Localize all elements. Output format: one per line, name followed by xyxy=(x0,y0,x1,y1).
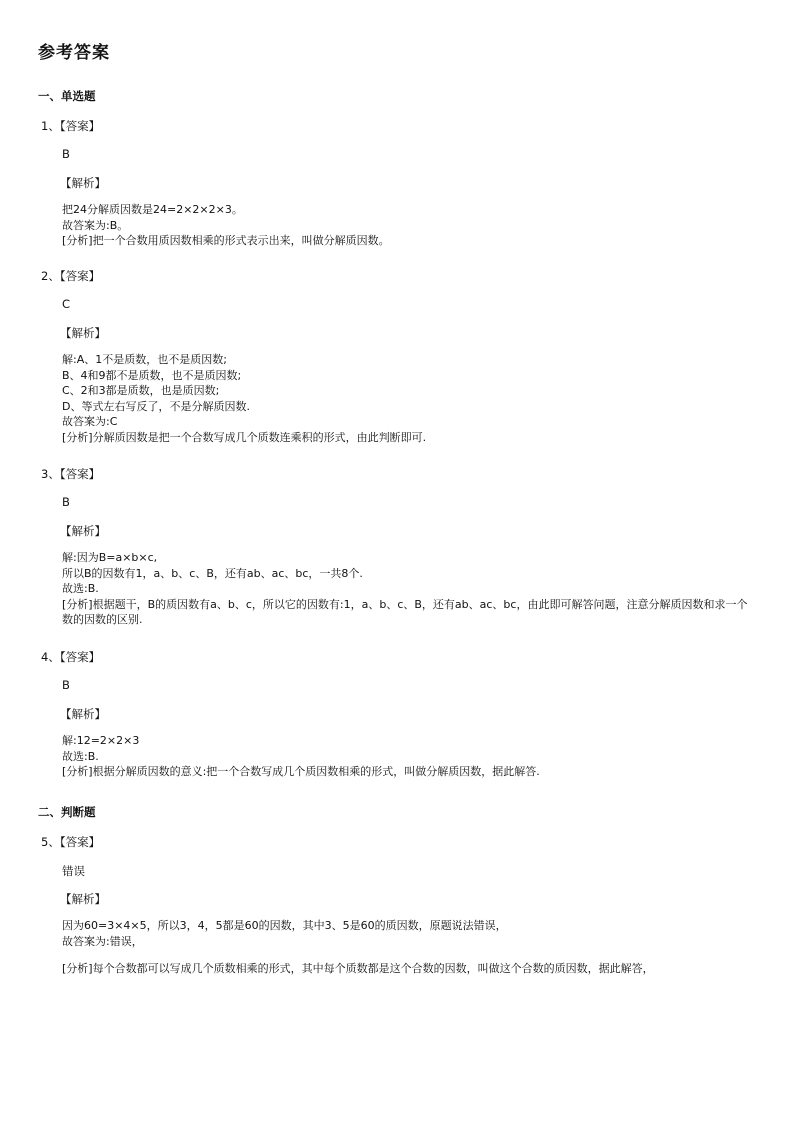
question-4-header xyxy=(41,649,100,665)
question-4-answer: B xyxy=(62,678,70,692)
analysis-line: B、4和9都不是质数，也不是质因数; xyxy=(62,368,242,382)
question-number: 1、 xyxy=(41,119,60,133)
analysis-line: 故答案为:错误， xyxy=(62,934,143,948)
question-3-header xyxy=(41,466,100,482)
question-number: 3、 xyxy=(41,467,60,481)
analysis-line: 故答案为:C xyxy=(62,415,118,428)
question-5-analysis xyxy=(62,918,752,977)
analysis-line: 因为60=3×4×5，所以3，4，5都是60的因数，其中3、5是60的质因数，原题说法错误， xyxy=(62,919,507,932)
analysis-line: [分析]分解质因数是把一个合数写成几个质数连乘积的形式，由此判断即可. xyxy=(62,430,427,444)
question-3-answer: B xyxy=(62,495,70,509)
answer-label: 【答案】 xyxy=(59,467,101,481)
analysis-line: C、2和3都是质数，也是质因数; xyxy=(62,384,220,397)
question-1-header xyxy=(41,118,100,134)
section-heading-true-false: 二、判断题 xyxy=(38,805,96,819)
analysis-line: [分析]把一个合数用质因数相乘的形式表示出来，叫做分解质因数。 xyxy=(62,234,390,247)
question-number: 4、 xyxy=(41,650,60,664)
analysis-line: [分析]根据分解质因数的意义:把一个合数写成几个质因数相乘的形式，叫做分解质因数，据此解答. xyxy=(62,765,540,778)
question-2-header xyxy=(41,268,100,284)
analysis-line: 解:12=2×2×3 xyxy=(62,734,140,747)
question-4-analysis-label: 【解析】 xyxy=(60,707,106,721)
question-2-answer: C xyxy=(62,297,71,311)
question-2-analysis-label: 【解析】 xyxy=(60,326,106,340)
question-3-analysis-label: 【解析】 xyxy=(60,524,106,538)
question-1-analysis-label: 【解析】 xyxy=(60,176,106,190)
question-number: 2、 xyxy=(41,269,60,283)
question-5-header xyxy=(41,834,100,850)
analysis-line: D、等式左右写反了，不是分解质因数. xyxy=(62,399,250,413)
paragraph-gap xyxy=(62,949,752,961)
analysis-line: 故选:B. xyxy=(62,749,99,763)
question-5-analysis-label: 【解析】 xyxy=(60,892,106,906)
analysis-line: 解:因为B=a×b×c, xyxy=(62,551,158,564)
analysis-line: 把24分解质因数是24=2×2×2×3。 xyxy=(62,203,243,216)
question-5-answer: 错误 xyxy=(62,864,85,878)
analysis-line: 故选:B. xyxy=(62,582,99,595)
question-1-analysis xyxy=(62,202,752,249)
answer-label: 【答案】 xyxy=(59,269,101,283)
analysis-line: 解:A、1不是质数，也不是质因数; xyxy=(62,353,227,366)
answer-label: 【答案】 xyxy=(59,119,101,133)
analysis-line: 故答案为:B。 xyxy=(62,218,129,232)
answer-label: 【答案】 xyxy=(59,650,101,664)
question-3-analysis xyxy=(62,550,752,628)
question-number: 5、 xyxy=(41,835,60,849)
analysis-line: [分析]每个合数都可以写成几个质数相乘的形式，其中每个质数都是这个合数的因数，叫做这个合数的质因数，据此解答， xyxy=(62,962,654,975)
question-4-analysis xyxy=(62,733,752,780)
answer-label: 【答案】 xyxy=(59,835,101,849)
section-heading-single-choice: 一、单选题 xyxy=(38,89,96,103)
analysis-line: [分析]根据题干，B的质因数有a、b、c，所以它的因数有:1，a、b、c、B，还有ab、ac、bc，由此即可解答问题，注意分解质因数和求一个数的因数的区别. xyxy=(62,597,748,626)
question-2-analysis xyxy=(62,352,752,445)
question-1-answer: B xyxy=(62,147,70,161)
page-title: 参考答案 xyxy=(38,43,110,63)
analysis-line: 所以B的因数有1，a、b、c、B，还有ab、ac、bc，一共8个. xyxy=(62,566,363,580)
